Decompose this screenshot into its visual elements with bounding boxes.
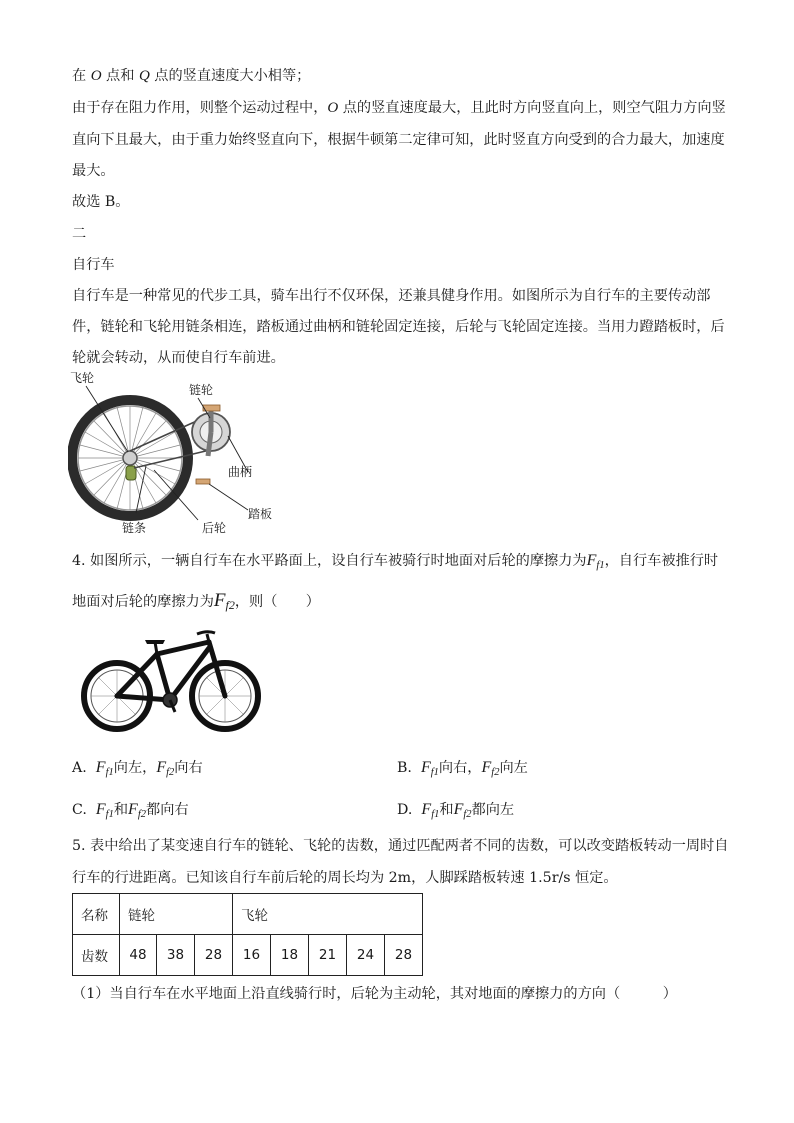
option-label: B. [397, 760, 412, 776]
text-line-2 [72, 98, 726, 118]
text-span: 点的竖直速度大小相等； [149, 68, 311, 84]
option-label: D. [397, 802, 413, 818]
table-header-row [73, 894, 423, 935]
bike-frame [117, 642, 225, 700]
answer-line: 故选 B。 [72, 194, 130, 210]
text-span: 4. 如图所示，一辆自行车在水平路面上，设自行车被骑行时地面对后轮的摩擦力为 [72, 553, 587, 569]
table-header-name: 名称 [73, 894, 120, 935]
flywheel-teeth-cell: 21 [309, 935, 347, 976]
text-span: 向右 [174, 760, 203, 776]
section-number: 二 [72, 226, 87, 242]
friction-f1-symbol: $F_{f1}$ [421, 801, 440, 820]
text-span: 在 [72, 68, 91, 84]
table-row [73, 935, 423, 976]
text-span: 向右， [438, 760, 482, 776]
sprocket-teeth-cell: 38 [157, 935, 195, 976]
friction-f2-symbol: $F_{f2}$ [128, 801, 146, 820]
option-d[interactable] [397, 800, 514, 825]
friction-f1-symbol: $F_{f1}$ [95, 801, 114, 820]
transmission-diagram [68, 368, 298, 538]
intro-line-3: 轮就会转动，从而使自行车前进。 [72, 350, 285, 366]
label-chain: 链条 [122, 521, 147, 535]
flywheel-hub [123, 451, 137, 465]
text-span: 都向右 [146, 802, 189, 818]
q5-line-2: 行车的行进距离。已知该自行车前后轮的周长均为 2m，人脚踩踏板转速 1.5r/s 恒定。 [72, 870, 618, 886]
text-line-3: 直向下且最大，由于重力始终竖直向下，根据牛顿第二定律可知，此时竖直方向受到的合力最大，加速度 [72, 132, 725, 148]
friction-f2-symbol: $F_{f2}$ [481, 759, 500, 778]
label-sprocket: 链轮 [189, 383, 214, 397]
flywheel-teeth-cell: 16 [233, 935, 271, 976]
sprocket-teeth-cell: 48 [120, 935, 157, 976]
text-span: 由于存在阻力作用，则整个运动过程中， [72, 100, 328, 116]
q4-line-1 [72, 551, 718, 576]
q5-sub-question-1: （1）当自行车在水平地面上沿直线骑行时，后轮为主动轮，其对地面的摩擦力的方向（ ） [72, 986, 677, 1002]
option-c[interactable] [72, 800, 189, 825]
friction-f2-symbol: $F_{f2}$ [453, 801, 472, 820]
text-span: ，自行车被推行时 [604, 553, 719, 569]
friction-f2-symbol: $F_{f2}$ [156, 759, 175, 778]
friction-f2-symbol: $F_{f2}$ [213, 590, 235, 612]
bicycle-image [75, 628, 265, 738]
pedal-bottom [196, 479, 210, 484]
bike-brand-text: VANMOOF [175, 658, 196, 683]
label-flywheel: 飞轮 [70, 371, 95, 385]
label-crank: 曲柄 [228, 465, 253, 479]
point-q-label: Q [138, 68, 150, 84]
section-title: 自行车 [72, 257, 115, 273]
friction-f1-symbol: $F_{f1}$ [420, 759, 439, 778]
text-line-4: 最大。 [72, 163, 115, 179]
text-span: 地面对后轮的摩擦力为 [72, 594, 214, 610]
flywheel-teeth-cell: 24 [347, 935, 385, 976]
friction-f1-symbol: $F_{f1}$ [586, 552, 605, 571]
label-rear-wheel: 后轮 [202, 521, 227, 535]
text-span: 向左 [499, 760, 528, 776]
text-line-1 [72, 66, 310, 86]
option-b[interactable] [397, 758, 528, 783]
table-header-flywheel: 飞轮 [233, 894, 423, 935]
intro-line-2: 件，链轮和飞轮用链条相连，踏板通过曲柄和链轮固定连接，后轮与飞轮固定连接。当用力蹬踏板时，后 [72, 319, 725, 335]
chain-lower [134, 450, 210, 468]
text-span: 都向左 [471, 802, 515, 818]
q5-line-1: 5. 表中给出了某变速自行车的链轮、飞轮的齿数，通过匹配两者不同的齿数，可以改变踏板转动一周时自 [72, 838, 729, 854]
flywheel-teeth-cell: 28 [385, 935, 423, 976]
text-span: 和 [439, 802, 454, 818]
point-o-label: O [90, 68, 102, 84]
text-span: 和 [113, 802, 129, 818]
option-a[interactable] [72, 758, 203, 783]
label-pedal: 踏板 [248, 507, 273, 521]
text-span: 点和 [101, 68, 139, 84]
option-label: A. [72, 760, 87, 776]
sprocket-teeth-cell: 28 [195, 935, 233, 976]
gear-teeth-table [72, 893, 423, 976]
q4-line-2 [72, 591, 320, 615]
friction-f1-symbol: $F_{f1}$ [95, 759, 114, 778]
option-label: C. [72, 802, 87, 818]
bike-saddle [145, 640, 165, 644]
text-span: 向左， [113, 760, 157, 776]
text-span: ，则（ ） [234, 594, 320, 610]
flywheel-teeth-cell: 18 [271, 935, 309, 976]
intro-line-1: 自行车是一种常见的代步工具，骑车出行不仅环保，还兼具健身作用。如图所示为自行车的主要传动部 [72, 288, 711, 304]
point-o-label: O [327, 100, 339, 116]
text-span: 点的竖直速度最大，且此时方向竖直向上，则空气阻力方向竖 [338, 100, 726, 116]
bike-handlebar [197, 632, 215, 634]
table-header-sprocket: 链轮 [120, 894, 233, 935]
table-row-label: 齿数 [73, 935, 120, 976]
